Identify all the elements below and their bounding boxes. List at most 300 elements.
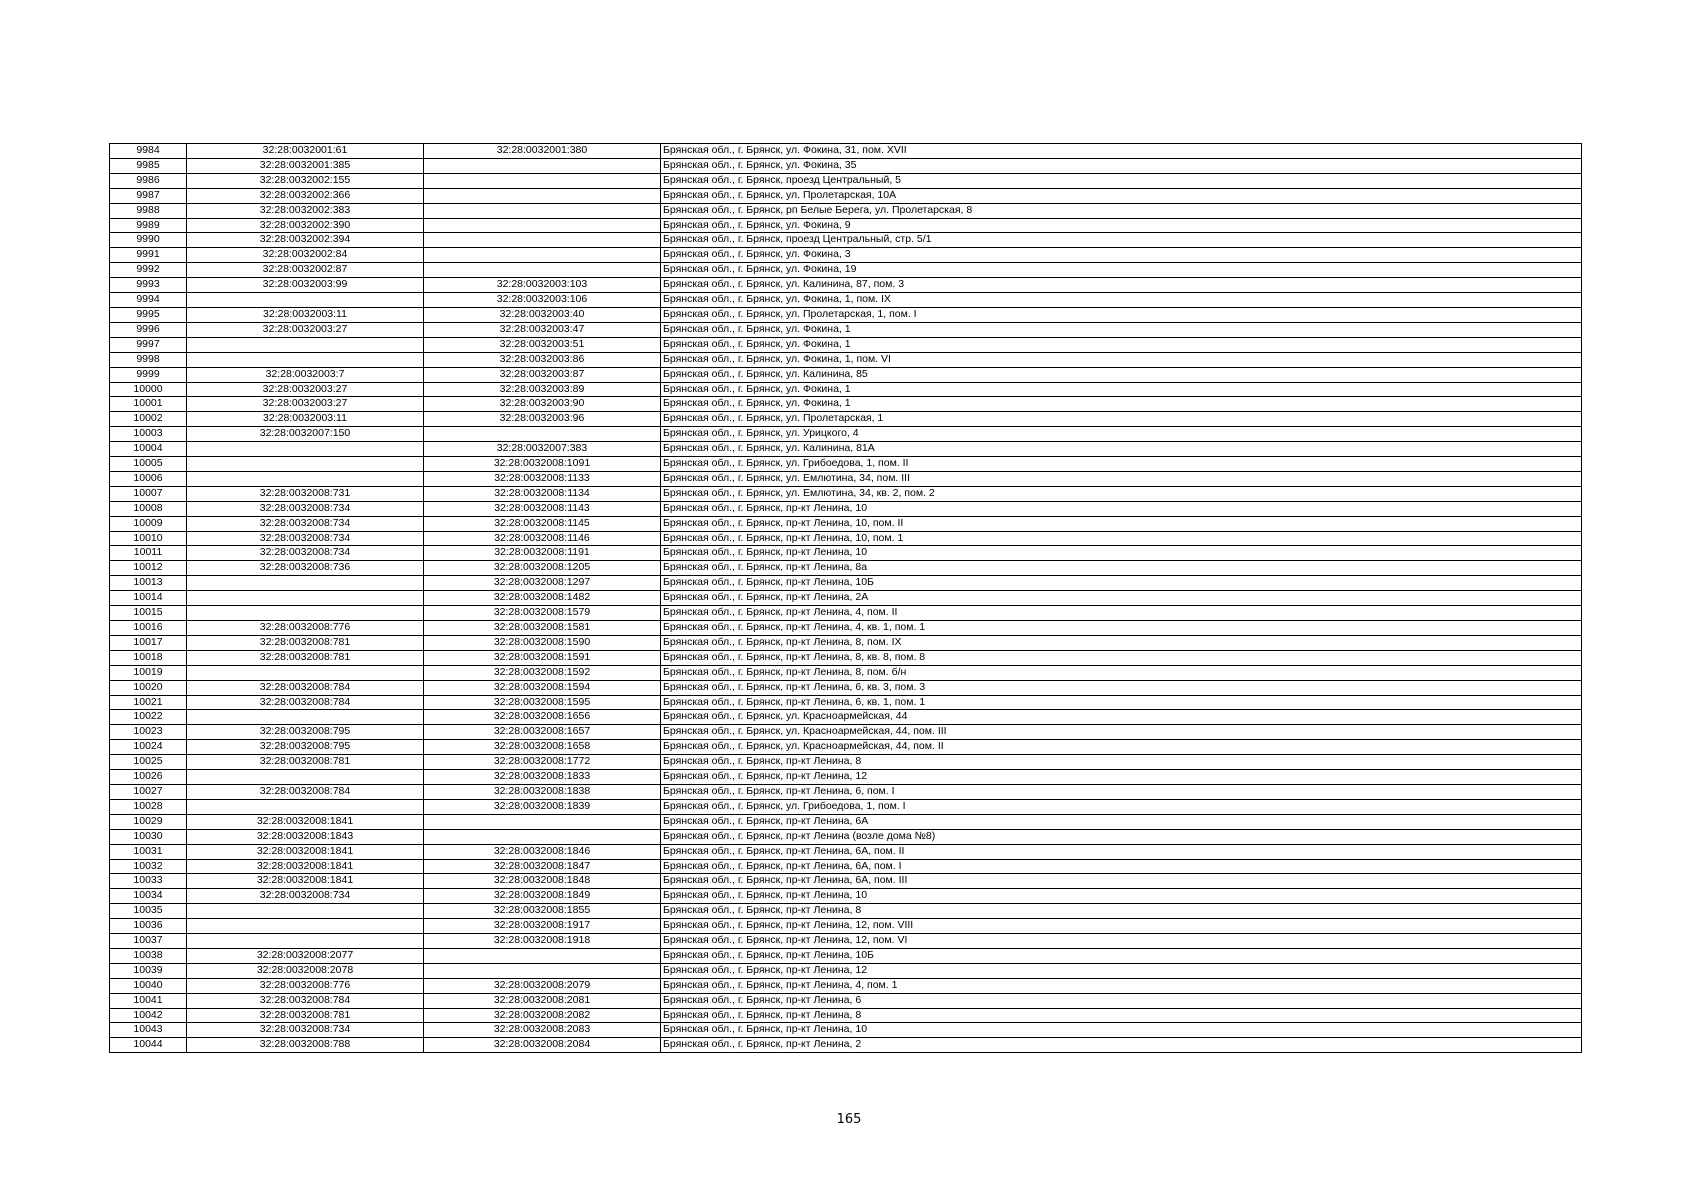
address-cell: Брянская обл., г. Брянск, пр-кт Ленина, 6 — [661, 993, 1582, 1008]
address-cell: Брянская обл., г. Брянск, ул. Пролетарская, 1 — [661, 412, 1582, 427]
address-cell: Брянская обл., г. Брянск, ул. Фокина, 31, пом. XVII — [661, 144, 1582, 159]
table-row — [110, 978, 1582, 993]
row-number-cell: 10002 — [110, 412, 187, 427]
address-cell: Брянская обл., г. Брянск, ул. Урицкого, 4 — [661, 427, 1582, 442]
table-row — [110, 829, 1582, 844]
row-number-cell: 10017 — [110, 635, 187, 650]
address-cell: Брянская обл., г. Брянск, ул. Фокина, 1 — [661, 382, 1582, 397]
table-row — [110, 695, 1582, 710]
row-number-cell: 10016 — [110, 621, 187, 636]
row-number-cell: 10005 — [110, 457, 187, 472]
table-row — [110, 248, 1582, 263]
building-cadastral-number-cell: 32:28:0032008:1772 — [424, 755, 661, 770]
address-cell: Брянская обл., г. Брянск, пр-кт Ленина, 8, пом. б/н — [661, 665, 1582, 680]
cadastral-number-cell: 32:28:0032002:383 — [187, 203, 424, 218]
address-cell: Брянская обл., г. Брянск, пр-кт Ленина, 4, кв. 1, пом. 1 — [661, 621, 1582, 636]
cadastral-number-cell — [187, 665, 424, 680]
row-number-cell: 9989 — [110, 218, 187, 233]
cadastral-number-cell: 32:28:0032008:734 — [187, 546, 424, 561]
building-cadastral-number-cell — [424, 173, 661, 188]
table-row — [110, 561, 1582, 576]
row-number-cell: 10013 — [110, 576, 187, 591]
cadastral-number-cell: 32:28:0032002:390 — [187, 218, 424, 233]
address-cell: Брянская обл., г. Брянск, пр-кт Ленина, 8 — [661, 904, 1582, 919]
cadastral-number-cell: 32:28:0032008:1841 — [187, 874, 424, 889]
address-cell: Брянская обл., г. Брянск, проезд Центральный, 5 — [661, 173, 1582, 188]
table-row — [110, 442, 1582, 457]
address-cell: Брянская обл., г. Брянск, пр-кт Ленина, 10 — [661, 889, 1582, 904]
address-cell: Брянская обл., г. Брянск, пр-кт Ленина, 10Б — [661, 576, 1582, 591]
cadastral-number-cell: 32:28:0032008:795 — [187, 740, 424, 755]
cadastral-number-cell: 32:28:0032008:2077 — [187, 948, 424, 963]
row-number-cell: 9985 — [110, 158, 187, 173]
cadastral-number-cell — [187, 799, 424, 814]
table-row — [110, 859, 1582, 874]
cadastral-number-cell: 32:28:0032002:394 — [187, 233, 424, 248]
table-row — [110, 755, 1582, 770]
table-row — [110, 635, 1582, 650]
building-cadastral-number-cell: 32:28:0032008:1145 — [424, 516, 661, 531]
row-number-cell: 9993 — [110, 278, 187, 293]
row-number-cell: 10035 — [110, 904, 187, 919]
cadastral-number-cell — [187, 457, 424, 472]
row-number-cell: 10042 — [110, 1008, 187, 1023]
cadastral-number-cell: 32:28:0032008:731 — [187, 486, 424, 501]
building-cadastral-number-cell: 32:28:0032008:1656 — [424, 710, 661, 725]
table-row — [110, 814, 1582, 829]
table-row — [110, 680, 1582, 695]
building-cadastral-number-cell: 32:28:0032008:1918 — [424, 934, 661, 949]
cadastral-number-cell: 32:28:0032008:784 — [187, 695, 424, 710]
cadastral-number-cell — [187, 576, 424, 591]
building-cadastral-number-cell: 32:28:0032008:1191 — [424, 546, 661, 561]
row-number-cell: 10036 — [110, 919, 187, 934]
address-cell: Брянская обл., г. Брянск, ул. Фокина, 1 — [661, 337, 1582, 352]
table-row — [110, 889, 1582, 904]
building-cadastral-number-cell: 32:28:0032008:1579 — [424, 606, 661, 621]
row-number-cell: 10019 — [110, 665, 187, 680]
page-number: 165 — [836, 1112, 862, 1127]
cadastral-number-cell: 32:28:0032008:776 — [187, 621, 424, 636]
cadastral-number-cell — [187, 606, 424, 621]
building-cadastral-number-cell: 32:28:0032003:90 — [424, 397, 661, 412]
building-cadastral-number-cell: 32:28:0032008:1847 — [424, 859, 661, 874]
row-number-cell: 10024 — [110, 740, 187, 755]
building-cadastral-number-cell — [424, 829, 661, 844]
cadastral-number-cell: 32:28:0032003:27 — [187, 322, 424, 337]
cadastral-number-cell: 32:28:0032008:734 — [187, 889, 424, 904]
table-row — [110, 188, 1582, 203]
cadastral-number-cell — [187, 337, 424, 352]
building-cadastral-number-cell: 32:28:0032003:51 — [424, 337, 661, 352]
table-row — [110, 471, 1582, 486]
building-cadastral-number-cell: 32:28:0032003:86 — [424, 352, 661, 367]
table-row — [110, 352, 1582, 367]
building-cadastral-number-cell: 32:28:0032008:1833 — [424, 770, 661, 785]
registry-table-body — [110, 144, 1582, 1053]
address-cell: Брянская обл., г. Брянск, ул. Грибоедова, 1, пом. I — [661, 799, 1582, 814]
building-cadastral-number-cell: 32:28:0032008:1838 — [424, 784, 661, 799]
cadastral-number-cell — [187, 710, 424, 725]
address-cell: Брянская обл., г. Брянск, пр-кт Ленина, 10, пом. II — [661, 516, 1582, 531]
cadastral-number-cell: 32:28:0032008:1841 — [187, 814, 424, 829]
address-cell: Брянская обл., г. Брянск, пр-кт Ленина, 12 — [661, 770, 1582, 785]
cadastral-number-cell: 32:28:0032003:11 — [187, 307, 424, 322]
address-cell: Брянская обл., г. Брянск, пр-кт Ленина, 6А, пом. III — [661, 874, 1582, 889]
address-cell: Брянская обл., г. Брянск, пр-кт Ленина, 8а — [661, 561, 1582, 576]
cadastral-number-cell: 32:28:0032003:27 — [187, 382, 424, 397]
row-number-cell: 10012 — [110, 561, 187, 576]
table-row — [110, 486, 1582, 501]
building-cadastral-number-cell: 32:28:0032008:1855 — [424, 904, 661, 919]
row-number-cell: 10032 — [110, 859, 187, 874]
building-cadastral-number-cell: 32:28:0032008:1091 — [424, 457, 661, 472]
cadastral-number-cell: 32:28:0032008:734 — [187, 1023, 424, 1038]
cadastral-number-cell: 32:28:0032008:795 — [187, 725, 424, 740]
building-cadastral-number-cell — [424, 948, 661, 963]
table-row — [110, 576, 1582, 591]
table-row — [110, 621, 1582, 636]
property-registry-table — [109, 143, 1582, 1053]
building-cadastral-number-cell: 32:28:0032008:2081 — [424, 993, 661, 1008]
address-cell: Брянская обл., г. Брянск, пр-кт Ленина, 8, пом. IX — [661, 635, 1582, 650]
table-row — [110, 203, 1582, 218]
cadastral-number-cell — [187, 293, 424, 308]
building-cadastral-number-cell: 32:28:0032008:1595 — [424, 695, 661, 710]
row-number-cell: 9986 — [110, 173, 187, 188]
cadastral-number-cell: 32:28:0032008:2078 — [187, 963, 424, 978]
row-number-cell: 10041 — [110, 993, 187, 1008]
address-cell: Брянская обл., г. Брянск, ул. Пролетарская, 1, пом. I — [661, 307, 1582, 322]
address-cell: Брянская обл., г. Брянск, пр-кт Ленина, 2А — [661, 591, 1582, 606]
address-cell: Брянская обл., г. Брянск, пр-кт Ленина, 8 — [661, 1008, 1582, 1023]
row-number-cell: 10007 — [110, 486, 187, 501]
address-cell: Брянская обл., г. Брянск, пр-кт Ленина, 6, пом. I — [661, 784, 1582, 799]
row-number-cell: 10040 — [110, 978, 187, 993]
address-cell: Брянская обл., г. Брянск, пр-кт Ленина, 10Б — [661, 948, 1582, 963]
table-row — [110, 740, 1582, 755]
cadastral-number-cell — [187, 442, 424, 457]
building-cadastral-number-cell — [424, 233, 661, 248]
row-number-cell: 10018 — [110, 650, 187, 665]
address-cell: Брянская обл., г. Брянск, пр-кт Ленина (возле дома №8) — [661, 829, 1582, 844]
row-number-cell: 10011 — [110, 546, 187, 561]
address-cell: Брянская обл., г. Брянск, ул. Фокина, 1, пом. VI — [661, 352, 1582, 367]
cadastral-number-cell: 32:28:0032008:781 — [187, 650, 424, 665]
table-row — [110, 963, 1582, 978]
cadastral-number-cell — [187, 770, 424, 785]
address-cell: Брянская обл., г. Брянск, пр-кт Ленина, 12, пом. VI — [661, 934, 1582, 949]
building-cadastral-number-cell — [424, 427, 661, 442]
table-row — [110, 233, 1582, 248]
row-number-cell: 9998 — [110, 352, 187, 367]
cadastral-number-cell: 32:28:0032001:61 — [187, 144, 424, 159]
table-row — [110, 948, 1582, 963]
row-number-cell: 10025 — [110, 755, 187, 770]
cadastral-number-cell — [187, 352, 424, 367]
row-number-cell: 10021 — [110, 695, 187, 710]
address-cell: Брянская обл., г. Брянск, рп Белые Берега, ул. Пролетарская, 8 — [661, 203, 1582, 218]
cadastral-number-cell: 32:28:0032002:155 — [187, 173, 424, 188]
table-row — [110, 591, 1582, 606]
cadastral-number-cell: 32:28:0032008:788 — [187, 1038, 424, 1053]
table-row — [110, 337, 1582, 352]
row-number-cell: 10028 — [110, 799, 187, 814]
building-cadastral-number-cell: 32:28:0032008:1134 — [424, 486, 661, 501]
cadastral-number-cell: 32:28:0032008:781 — [187, 755, 424, 770]
building-cadastral-number-cell: 32:28:0032008:1205 — [424, 561, 661, 576]
table-row — [110, 1023, 1582, 1038]
cadastral-number-cell: 32:28:0032003:99 — [187, 278, 424, 293]
building-cadastral-number-cell — [424, 203, 661, 218]
address-cell: Брянская обл., г. Брянск, пр-кт Ленина, 6А, пом. I — [661, 859, 1582, 874]
building-cadastral-number-cell: 32:28:0032008:1297 — [424, 576, 661, 591]
table-row — [110, 278, 1582, 293]
address-cell: Брянская обл., г. Брянск, пр-кт Ленина, 6, кв. 3, пом. 3 — [661, 680, 1582, 695]
table-row — [110, 427, 1582, 442]
building-cadastral-number-cell — [424, 814, 661, 829]
building-cadastral-number-cell: 32:28:0032008:2083 — [424, 1023, 661, 1038]
table-row — [110, 531, 1582, 546]
table-row — [110, 904, 1582, 919]
building-cadastral-number-cell: 32:28:0032008:1591 — [424, 650, 661, 665]
table-row — [110, 725, 1582, 740]
address-cell: Брянская обл., г. Брянск, ул. Фокина, 1, пом. IX — [661, 293, 1582, 308]
building-cadastral-number-cell: 32:28:0032008:1133 — [424, 471, 661, 486]
table-row — [110, 650, 1582, 665]
building-cadastral-number-cell: 32:28:0032001:380 — [424, 144, 661, 159]
cadastral-number-cell: 32:28:0032002:84 — [187, 248, 424, 263]
cadastral-number-cell: 32:28:0032008:1841 — [187, 844, 424, 859]
building-cadastral-number-cell: 32:28:0032007:383 — [424, 442, 661, 457]
building-cadastral-number-cell — [424, 963, 661, 978]
table-row — [110, 263, 1582, 278]
row-number-cell: 10030 — [110, 829, 187, 844]
address-cell: Брянская обл., г. Брянск, ул. Калинина, 87, пом. 3 — [661, 278, 1582, 293]
row-number-cell: 10014 — [110, 591, 187, 606]
cadastral-number-cell: 32:28:0032008:734 — [187, 501, 424, 516]
row-number-cell: 9988 — [110, 203, 187, 218]
table-row — [110, 412, 1582, 427]
address-cell: Брянская обл., г. Брянск, пр-кт Ленина, 6А, пом. II — [661, 844, 1582, 859]
building-cadastral-number-cell: 32:28:0032008:1581 — [424, 621, 661, 636]
building-cadastral-number-cell — [424, 248, 661, 263]
row-number-cell: 10023 — [110, 725, 187, 740]
building-cadastral-number-cell — [424, 263, 661, 278]
table-row — [110, 457, 1582, 472]
row-number-cell: 9997 — [110, 337, 187, 352]
address-cell: Брянская обл., г. Брянск, ул. Фокина, 19 — [661, 263, 1582, 278]
address-cell: Брянская обл., г. Брянск, пр-кт Ленина, 12, пом. VIII — [661, 919, 1582, 934]
building-cadastral-number-cell: 32:28:0032008:1848 — [424, 874, 661, 889]
address-cell: Брянская обл., г. Брянск, проезд Центральный, стр. 5/1 — [661, 233, 1582, 248]
cadastral-number-cell — [187, 919, 424, 934]
address-cell: Брянская обл., г. Брянск, ул. Емлютина, 34, кв. 2, пом. 2 — [661, 486, 1582, 501]
building-cadastral-number-cell: 32:28:0032008:2082 — [424, 1008, 661, 1023]
row-number-cell: 10044 — [110, 1038, 187, 1053]
row-number-cell: 9984 — [110, 144, 187, 159]
row-number-cell: 9990 — [110, 233, 187, 248]
building-cadastral-number-cell: 32:28:0032008:1594 — [424, 680, 661, 695]
building-cadastral-number-cell: 32:28:0032008:1839 — [424, 799, 661, 814]
cadastral-number-cell — [187, 471, 424, 486]
table-row — [110, 307, 1582, 322]
building-cadastral-number-cell — [424, 218, 661, 233]
table-row — [110, 799, 1582, 814]
row-number-cell: 10003 — [110, 427, 187, 442]
building-cadastral-number-cell: 32:28:0032008:1849 — [424, 889, 661, 904]
row-number-cell: 10001 — [110, 397, 187, 412]
row-number-cell: 10010 — [110, 531, 187, 546]
row-number-cell: 10009 — [110, 516, 187, 531]
row-number-cell: 10027 — [110, 784, 187, 799]
address-cell: Брянская обл., г. Брянск, ул. Емлютина, 34, пом. III — [661, 471, 1582, 486]
row-number-cell: 10015 — [110, 606, 187, 621]
row-number-cell: 10039 — [110, 963, 187, 978]
building-cadastral-number-cell: 32:28:0032008:1482 — [424, 591, 661, 606]
cadastral-number-cell: 32:28:0032008:734 — [187, 531, 424, 546]
address-cell: Брянская обл., г. Брянск, пр-кт Ленина, 10 — [661, 546, 1582, 561]
building-cadastral-number-cell — [424, 188, 661, 203]
row-number-cell: 9995 — [110, 307, 187, 322]
address-cell: Брянская обл., г. Брянск, пр-кт Ленина, 10 — [661, 501, 1582, 516]
building-cadastral-number-cell: 32:28:0032008:1846 — [424, 844, 661, 859]
cadastral-number-cell: 32:28:0032003:27 — [187, 397, 424, 412]
cadastral-number-cell: 32:28:0032008:784 — [187, 784, 424, 799]
table-row — [110, 501, 1582, 516]
cadastral-number-cell — [187, 934, 424, 949]
table-row — [110, 367, 1582, 382]
cadastral-number-cell: 32:28:0032003:11 — [187, 412, 424, 427]
row-number-cell: 10004 — [110, 442, 187, 457]
address-cell: Брянская обл., г. Брянск, ул. Красноармейская, 44, пом. III — [661, 725, 1582, 740]
building-cadastral-number-cell: 32:28:0032003:87 — [424, 367, 661, 382]
address-cell: Брянская обл., г. Брянск, ул. Красноармейская, 44, пом. II — [661, 740, 1582, 755]
address-cell: Брянская обл., г. Брянск, ул. Грибоедова, 1, пом. II — [661, 457, 1582, 472]
cadastral-number-cell: 32:28:0032003:7 — [187, 367, 424, 382]
address-cell: Брянская обл., г. Брянск, ул. Фокина, 35 — [661, 158, 1582, 173]
address-cell: Брянская обл., г. Брянск, ул. Фокина, 1 — [661, 322, 1582, 337]
building-cadastral-number-cell: 32:28:0032003:47 — [424, 322, 661, 337]
table-row — [110, 874, 1582, 889]
table-row — [110, 934, 1582, 949]
row-number-cell: 9994 — [110, 293, 187, 308]
address-cell: Брянская обл., г. Брянск, пр-кт Ленина, 10 — [661, 1023, 1582, 1038]
table-row — [110, 710, 1582, 725]
row-number-cell: 10033 — [110, 874, 187, 889]
row-number-cell: 10008 — [110, 501, 187, 516]
row-number-cell: 10026 — [110, 770, 187, 785]
row-number-cell: 9987 — [110, 188, 187, 203]
address-cell: Брянская обл., г. Брянск, ул. Фокина, 3 — [661, 248, 1582, 263]
table-row — [110, 158, 1582, 173]
table-row — [110, 516, 1582, 531]
building-cadastral-number-cell: 32:28:0032008:1590 — [424, 635, 661, 650]
cadastral-number-cell: 32:28:0032002:366 — [187, 188, 424, 203]
row-number-cell: 9996 — [110, 322, 187, 337]
address-cell: Брянская обл., г. Брянск, пр-кт Ленина, 10, пом. 1 — [661, 531, 1582, 546]
address-cell: Брянская обл., г. Брянск, ул. Фокина, 1 — [661, 397, 1582, 412]
address-cell: Брянская обл., г. Брянск, пр-кт Ленина, 12 — [661, 963, 1582, 978]
table-row — [110, 665, 1582, 680]
row-number-cell: 9999 — [110, 367, 187, 382]
table-row — [110, 293, 1582, 308]
table-row — [110, 844, 1582, 859]
table-row — [110, 1038, 1582, 1053]
address-cell: Брянская обл., г. Брянск, ул. Калинина, 81А — [661, 442, 1582, 457]
cadastral-number-cell: 32:28:0032008:784 — [187, 680, 424, 695]
address-cell: Брянская обл., г. Брянск, ул. Фокина, 9 — [661, 218, 1582, 233]
building-cadastral-number-cell: 32:28:0032008:2079 — [424, 978, 661, 993]
table-row — [110, 218, 1582, 233]
building-cadastral-number-cell: 32:28:0032008:1143 — [424, 501, 661, 516]
table-row — [110, 1008, 1582, 1023]
table-row — [110, 144, 1582, 159]
row-number-cell: 10022 — [110, 710, 187, 725]
row-number-cell: 10034 — [110, 889, 187, 904]
building-cadastral-number-cell: 32:28:0032003:106 — [424, 293, 661, 308]
table-row — [110, 770, 1582, 785]
address-cell: Брянская обл., г. Брянск, пр-кт Ленина, 4, пом. II — [661, 606, 1582, 621]
cadastral-number-cell: 32:28:0032008:784 — [187, 993, 424, 1008]
row-number-cell: 9992 — [110, 263, 187, 278]
building-cadastral-number-cell: 32:28:0032008:1657 — [424, 725, 661, 740]
building-cadastral-number-cell: 32:28:0032003:89 — [424, 382, 661, 397]
table-row — [110, 919, 1582, 934]
address-cell: Брянская обл., г. Брянск, пр-кт Ленина, 2 — [661, 1038, 1582, 1053]
cadastral-number-cell: 32:28:0032008:776 — [187, 978, 424, 993]
table-row — [110, 397, 1582, 412]
cadastral-number-cell: 32:28:0032007:150 — [187, 427, 424, 442]
building-cadastral-number-cell: 32:28:0032003:40 — [424, 307, 661, 322]
building-cadastral-number-cell: 32:28:0032003:103 — [424, 278, 661, 293]
address-cell: Брянская обл., г. Брянск, пр-кт Ленина, 6, кв. 1, пом. 1 — [661, 695, 1582, 710]
row-number-cell: 10031 — [110, 844, 187, 859]
row-number-cell: 10043 — [110, 1023, 187, 1038]
table-row — [110, 993, 1582, 1008]
building-cadastral-number-cell: 32:28:0032003:96 — [424, 412, 661, 427]
building-cadastral-number-cell: 32:28:0032008:1146 — [424, 531, 661, 546]
row-number-cell: 10037 — [110, 934, 187, 949]
address-cell: Брянская обл., г. Брянск, пр-кт Ленина, 4, пом. 1 — [661, 978, 1582, 993]
table-row — [110, 382, 1582, 397]
address-cell: Брянская обл., г. Брянск, ул. Красноармейская, 44 — [661, 710, 1582, 725]
row-number-cell: 10038 — [110, 948, 187, 963]
cadastral-number-cell: 32:28:0032002:87 — [187, 263, 424, 278]
address-cell: Брянская обл., г. Брянск, ул. Калинина, 85 — [661, 367, 1582, 382]
cadastral-number-cell: 32:28:0032008:736 — [187, 561, 424, 576]
table-row — [110, 546, 1582, 561]
building-cadastral-number-cell: 32:28:0032008:1917 — [424, 919, 661, 934]
address-cell: Брянская обл., г. Брянск, пр-кт Ленина, 8, кв. 8, пом. 8 — [661, 650, 1582, 665]
building-cadastral-number-cell: 32:28:0032008:1592 — [424, 665, 661, 680]
cadastral-number-cell — [187, 591, 424, 606]
address-cell: Брянская обл., г. Брянск, ул. Пролетарская, 10А — [661, 188, 1582, 203]
building-cadastral-number-cell: 32:28:0032008:2084 — [424, 1038, 661, 1053]
cadastral-number-cell — [187, 904, 424, 919]
row-number-cell: 10000 — [110, 382, 187, 397]
cadastral-number-cell: 32:28:0032008:1843 — [187, 829, 424, 844]
address-cell: Брянская обл., г. Брянск, пр-кт Ленина, 8 — [661, 755, 1582, 770]
cadastral-number-cell: 32:28:0032008:734 — [187, 516, 424, 531]
cadastral-number-cell: 32:28:0032008:781 — [187, 635, 424, 650]
cadastral-number-cell: 32:28:0032001:385 — [187, 158, 424, 173]
table-row — [110, 784, 1582, 799]
row-number-cell: 9991 — [110, 248, 187, 263]
table-row — [110, 322, 1582, 337]
table-row — [110, 606, 1582, 621]
cadastral-number-cell: 32:28:0032008:781 — [187, 1008, 424, 1023]
